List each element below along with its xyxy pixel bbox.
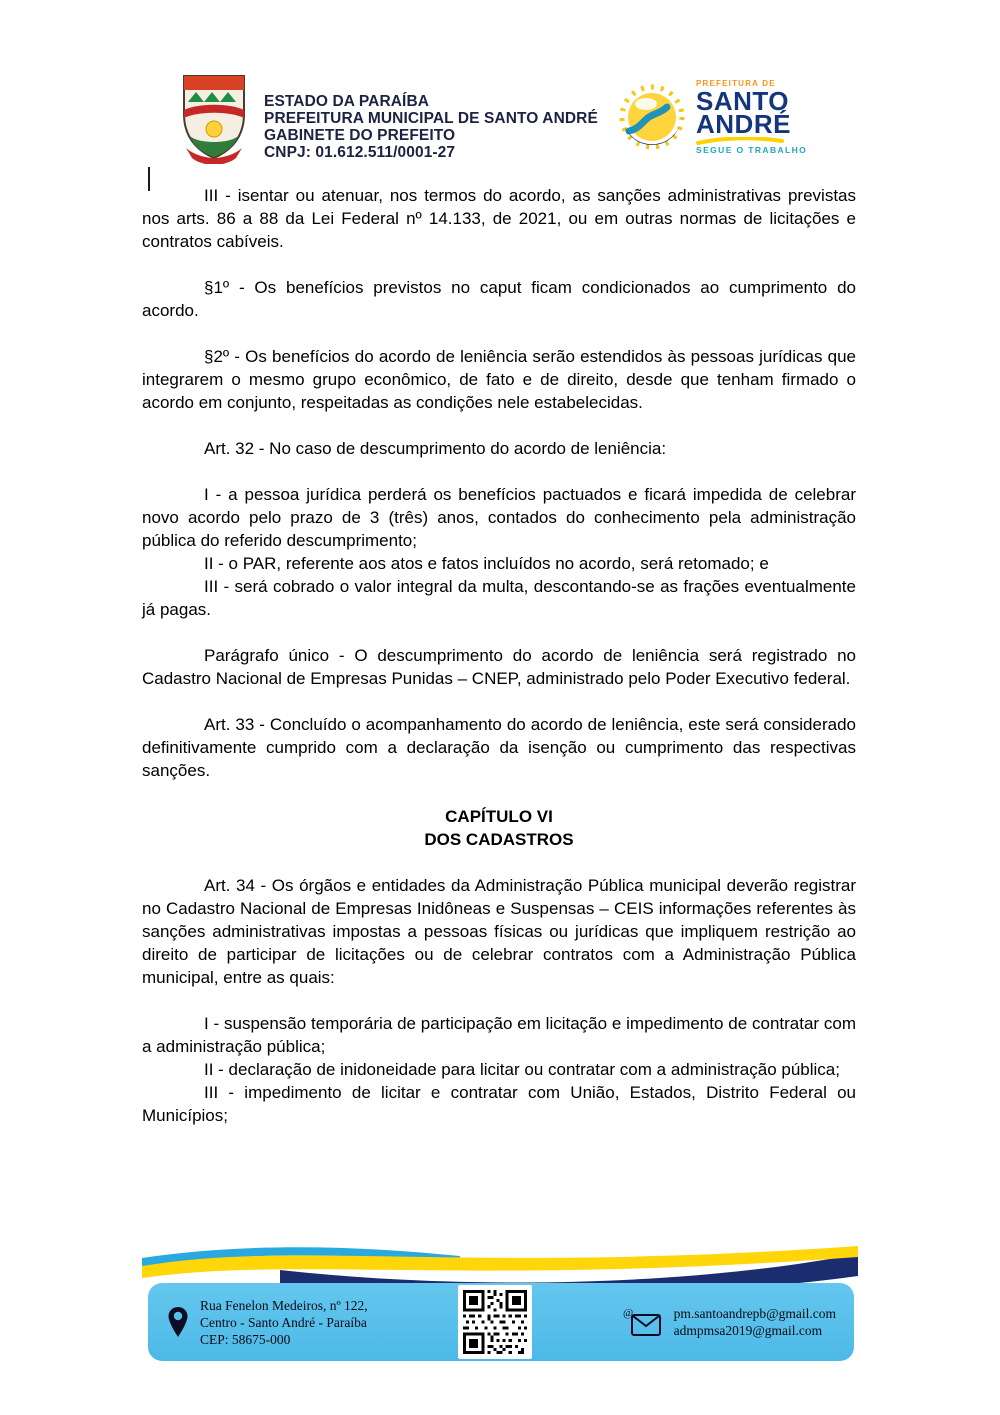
org-line-city-hall: PREFEITURA MUNICIPAL DE SANTO ANDRÉ bbox=[264, 110, 598, 127]
email-line-1: pm.santoandrepb@gmail.com bbox=[673, 1306, 836, 1321]
footer-email-lines bbox=[674, 1305, 836, 1339]
city-logo-tagline: SEGUE O TRABALHO bbox=[696, 145, 808, 155]
address-line-city: Centro - Santo André - Paraíba bbox=[200, 1314, 367, 1330]
paragrafo-unico: Parágrafo único - O descumprimento do acordo de leniência será registrado no Cadastro Nacional de Empresas Punidas – CNEP, administrado pelo Poder Executivo federal. bbox=[142, 646, 856, 688]
article-32: Art. 32 - No caso de descumprimento do acordo de leniência: bbox=[204, 439, 667, 458]
location-pin-icon bbox=[166, 1305, 190, 1339]
city-logo-prefix: PREFEITURA DE bbox=[696, 79, 776, 88]
sun-road-emblem-icon bbox=[616, 81, 688, 153]
email-line-2: admpmsa2019@gmail.com bbox=[673, 1323, 823, 1338]
city-logo-name-2: ANDRÉ bbox=[696, 109, 791, 139]
article-33: Art. 33 - Concluído o acompanhamento do acordo de leniência, este será considerado definitivamente cumprido com a declaração da isenção ou cumprimento das respectivas sanções. bbox=[142, 715, 856, 780]
org-line-office: GABINETE DO PREFEITO bbox=[264, 127, 456, 144]
paragraph-1: §1º - Os benefícios previstos no caput ficam condicionados ao cumprimento do acordo. bbox=[142, 278, 856, 320]
org-info bbox=[264, 93, 598, 161]
clause-i-art34: I - suspensão temporária de participação em licitação e impedimento de contratar com a administração pública; bbox=[142, 1014, 856, 1056]
clause-iii-previous-article: III - isentar ou atenuar, nos termos do acordo, as sanções administrativas previstas nos arts. 86 a 88 da Lei Federal nº 14.133, de 2021, ou em outras normas de licitações e contratos cabíveis. bbox=[142, 186, 856, 251]
svg-text:@: @ bbox=[622, 1307, 633, 1319]
city-logo-text bbox=[696, 80, 807, 155]
document-body bbox=[142, 184, 856, 1127]
qr-code-graphic bbox=[463, 1290, 527, 1354]
city-logo bbox=[616, 80, 807, 155]
footer-address-lines bbox=[200, 1297, 368, 1348]
document-header bbox=[0, 0, 1000, 180]
chapter-subtitle: DOS CADASTROS bbox=[424, 830, 574, 849]
org-line-cnpj: CNPJ: 01.612.511/0001-27 bbox=[264, 144, 456, 161]
org-line-state: ESTADO DA PARAÍBA bbox=[264, 93, 430, 110]
email-icon bbox=[622, 1306, 664, 1338]
clause-i-art32: I - a pessoa jurídica perderá os benefícios pactuados e ficará impedida de celebrar novo acordo pelo prazo de 3 (três) anos, contados do conhecimento pela administração pública do referido descumprimento; bbox=[142, 485, 856, 550]
footer-bar bbox=[148, 1283, 854, 1361]
coat-of-arms-logo bbox=[176, 72, 252, 169]
qr-code bbox=[458, 1285, 532, 1359]
address-line-street: Rua Fenelon Medeiros, nº 122, bbox=[200, 1297, 368, 1313]
clause-ii-art34: II - declaração de inidoneidade para licitar ou contratar com a administração pública; bbox=[204, 1060, 840, 1079]
address-line-cep: CEP: 58675-000 bbox=[200, 1331, 291, 1347]
footer-address-block bbox=[166, 1297, 368, 1348]
clause-iii-art34: III - impedimento de licitar e contratar com União, Estados, Distrito Federal ou Municípios; bbox=[142, 1083, 856, 1125]
city-logo-name-1: SANTO bbox=[696, 86, 790, 116]
clause-iii-art32: III - será cobrado o valor integral da multa, descontando-se as frações eventualmente já pagas. bbox=[142, 577, 856, 619]
paragraph-2: §2º - Os benefícios do acordo de leniência serão estendidos às pessoas jurídicas que integrarem o mesmo grupo econômico, de fato e de direito, desde que tenham firmado o acordo em conjunto, respeitadas as condições nele estabelecidas. bbox=[142, 347, 856, 412]
chapter-title: CAPÍTULO VI bbox=[445, 807, 553, 826]
article-34: Art. 34 - Os órgãos e entidades da Administração Pública municipal deverão registrar no Cadastro Nacional de Empresas Inidôneas e Suspensas – CEIS informações referentes às sanções administrativas impostas a pessoas físicas ou jurídicas que impliquem restrição ao direito de participar de licitações ou de celebrar contratos com a Administração Pública municipal, entre as quais: bbox=[142, 876, 856, 987]
coat-of-arms-graphic bbox=[176, 72, 252, 164]
clause-ii-art32: II - o PAR, referente aos atos e fatos incluídos no acordo, será retomado; e bbox=[204, 554, 769, 573]
footer-email-block bbox=[622, 1305, 836, 1339]
